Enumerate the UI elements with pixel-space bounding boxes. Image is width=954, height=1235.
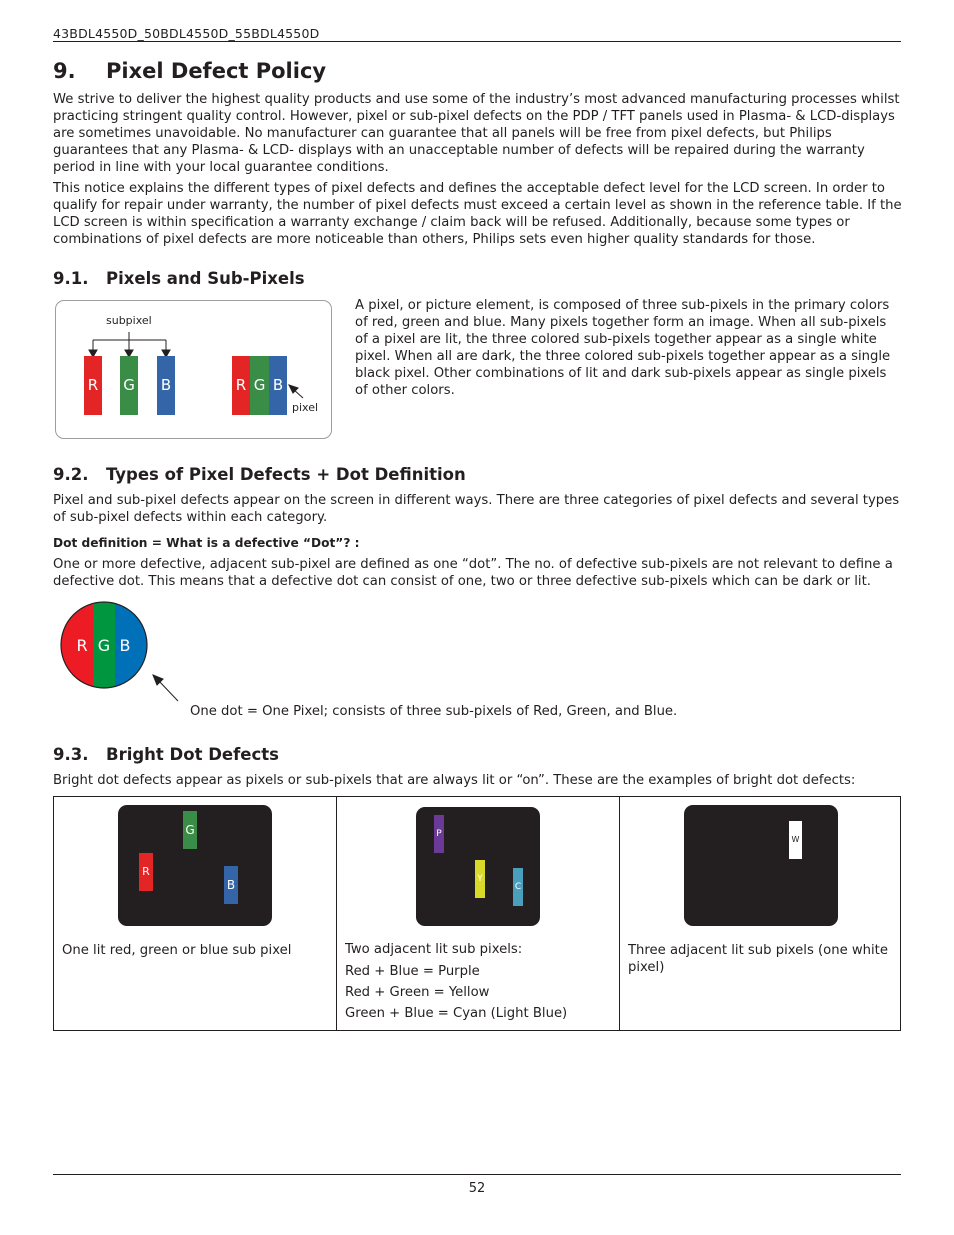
- section-9-1-number: 9.1.: [53, 269, 89, 288]
- dot-b-letter: B: [119, 636, 131, 655]
- section-9-3-number: 9.3.: [53, 745, 89, 764]
- footer-rule: [53, 1174, 901, 1175]
- lit-green-subpixel: G: [183, 811, 197, 849]
- single-subpixel-caption: One lit red, green or blue sub pixel: [62, 943, 292, 958]
- section-9-3-paragraph: Bright dot defects appear as pixels or sub-pixels that are always lit or “on”. These are the examples of bright dot defects:: [53, 773, 856, 788]
- document-model-header: 43BDL4550D_50BDL4550D_55BDL4550D: [53, 26, 320, 41]
- subpixel-red: R: [84, 356, 102, 415]
- section-9-3-title: Bright Dot Defects: [106, 745, 279, 764]
- section-9-2-paragraph-2: One or more defective, adjacent sub-pixel are defined as one “dot”. The no. of defective sub-pixels are not relevant to define a defective dot. This means that a defective dot can consist of one, two or three defective sub-pixels which can be dark or lit.: [53, 557, 893, 589]
- section-9-2-title: Types of Pixel Defects + Dot Definition: [106, 465, 466, 484]
- subpixel-blue: B: [157, 356, 175, 415]
- lit-purple-pair: P: [434, 815, 444, 853]
- two-adjacent-line-purple: Red + Blue = Purple: [345, 964, 480, 979]
- table-cell-single: [54, 797, 336, 1030]
- section-9-title: Pixel Defect Policy: [106, 59, 327, 83]
- pixel-label: pixel: [292, 401, 319, 414]
- two-adjacent-intro: Two adjacent lit sub pixels:: [345, 942, 523, 957]
- two-adjacent-line-cyan: Green + Blue = Cyan (Light Blue): [345, 1006, 568, 1021]
- section-9-2-number: 9.2.: [53, 465, 89, 484]
- pixel-green-subpixel: G: [250, 356, 269, 415]
- dot-r-letter: R: [76, 636, 88, 655]
- lit-yellow-pair: Y: [475, 860, 485, 898]
- dot-definition-heading: Dot definition = What is a defective “Dot”? :: [53, 536, 360, 550]
- dot-caption: One dot = One Pixel; consists of three sub-pixels of Red, Green, and Blue.: [190, 704, 678, 719]
- pixel-red-subpixel: R: [232, 356, 250, 415]
- bright-dot-table: [53, 796, 901, 1031]
- three-adjacent-caption: Three adjacent lit sub pixels (one white pixel): [628, 943, 888, 975]
- screen-three-adjacent: [684, 805, 838, 926]
- subpixel-green: G: [120, 356, 138, 415]
- pixel-blue-subpixel: B: [269, 356, 287, 415]
- section-9-2-paragraph-1: Pixel and sub-pixel defects appear on the screen in different ways. There are three categories of pixel defects and several types of sub-pixel defects within each category.: [53, 493, 900, 525]
- two-adjacent-line-yellow: Red + Green = Yellow: [345, 985, 490, 1000]
- section-9-1-title: Pixels and Sub-Pixels: [106, 269, 305, 288]
- section-9-1-text: A pixel, or picture element, is composed of three sub-pixels in the primary colors of red, green and blue. Many pixels together form an image. When all sub-pixels of a pixel are lit, the three colored sub-pixels together appear as a single white pixel. When all are dark, the three colored sub-pixels together appear as a single black pixel. Other combinations of lit and dark sub-pixels appear as single pixels of other colors.: [355, 298, 891, 398]
- section-9-paragraph-1: We strive to deliver the highest quality products and use some of the industry’s most advanced manufacturing processes whilst practicing stringent quality control. However, pixel or sub-pixel defects on the PDP / TFT panels used in Plasma- & LCD-displays are sometimes unavoidable. No manufacturer can guarantee that all panels will be free from pixel defects, but Philips guarantees that any Plasma- & LCD- displays with an unacceptable number of defects will be repaired during the warranty period in line with your local guarantee conditions.: [53, 92, 900, 175]
- section-9-paragraph-2: This notice explains the different types of pixel defects and defines the acceptable defect level for the LCD screen. In order to qualify for repair under warranty, the number of pixel defects must exceed a certain level as shown in the reference table. If the LCD screen is within specification a warranty exchange / claim back will be refused. Additionally, because some types or combinations of pixel defects are more noticeable than others, Philips sets even higher quality standards for those.: [53, 181, 902, 247]
- lit-blue-subpixel: B: [224, 866, 238, 904]
- subpixel-label: subpixel: [106, 314, 152, 327]
- section-9-number: 9.: [53, 59, 76, 83]
- table-cell-three-adjacent: [619, 797, 900, 1030]
- lit-red-subpixel: R: [139, 853, 153, 891]
- lit-white-pixel: W: [789, 821, 802, 859]
- page-number: 52: [468, 1181, 486, 1196]
- lit-cyan-pair: C: [513, 868, 523, 906]
- table-cell-two-adjacent: [336, 797, 619, 1030]
- dot-g-letter: G: [97, 636, 111, 655]
- section-9-3-heading: [53, 745, 279, 764]
